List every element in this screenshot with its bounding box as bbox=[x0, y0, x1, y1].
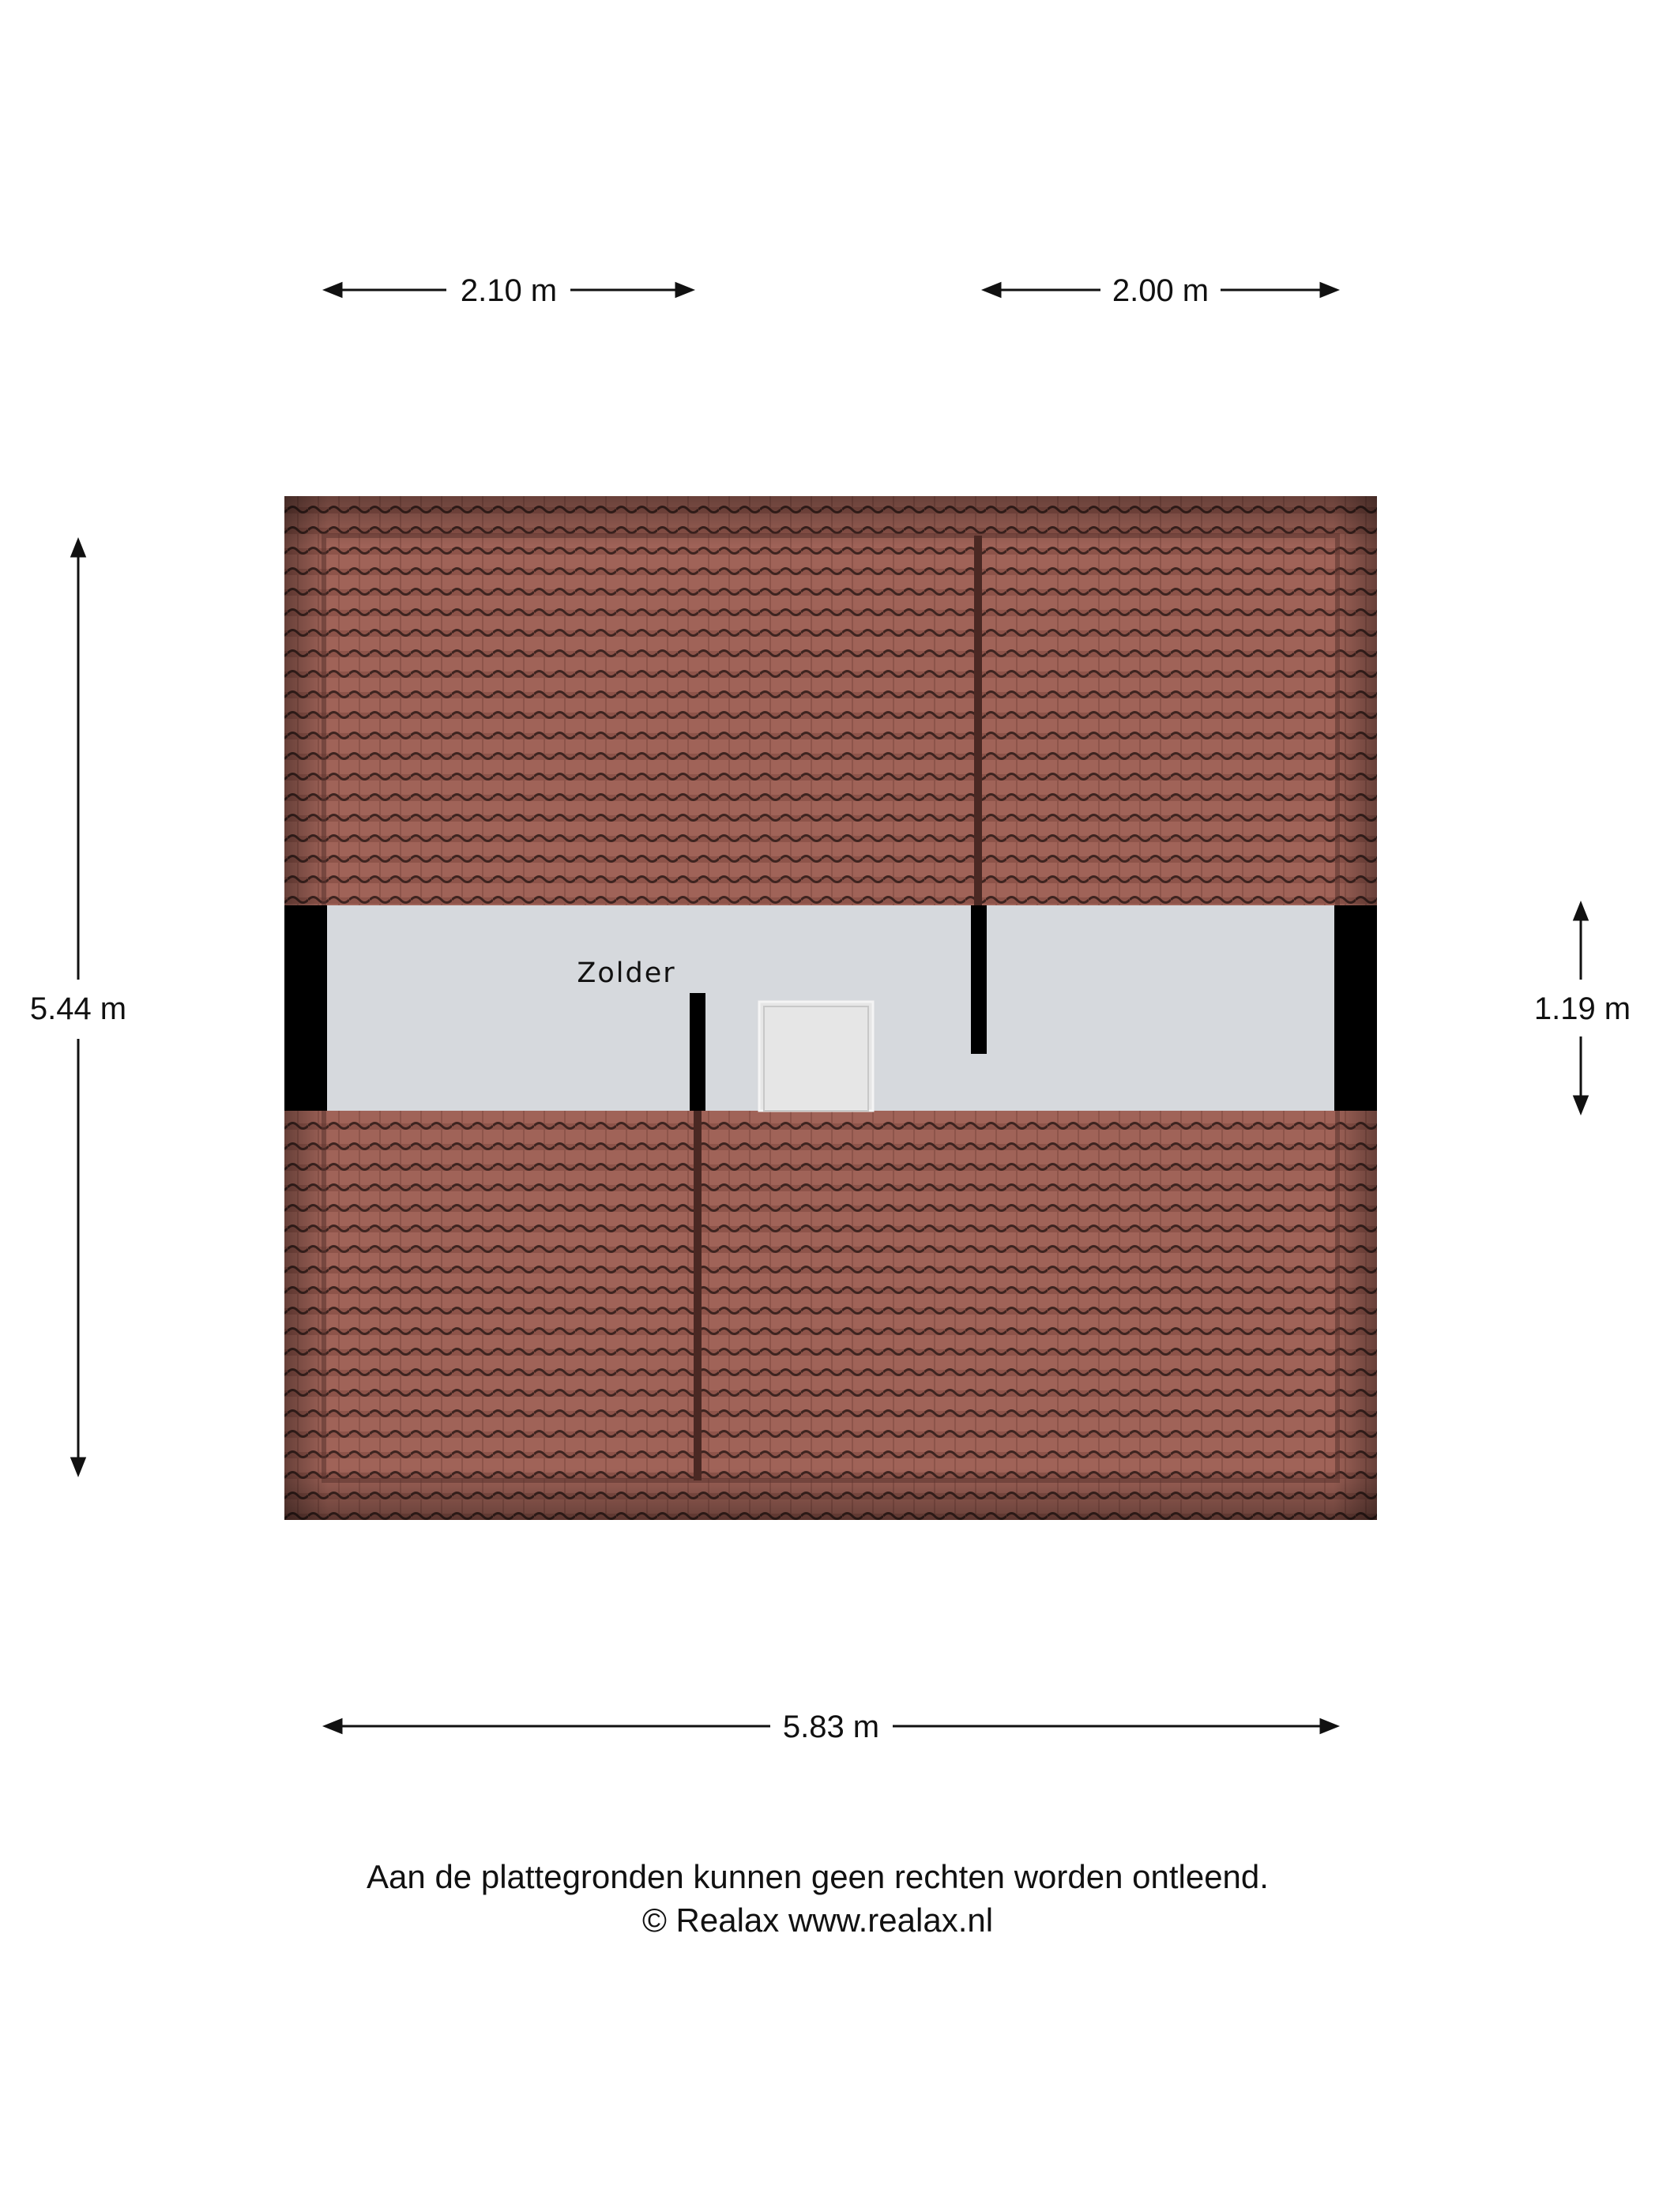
wall-right bbox=[1334, 905, 1377, 1111]
footer bbox=[0, 1855, 1635, 1942]
wall-upper-partition bbox=[971, 905, 987, 1054]
attic-hatch bbox=[759, 1002, 873, 1111]
dimension-top-left-label: 2.10 m bbox=[460, 273, 558, 308]
dimension-right-label: 1.19 m bbox=[1533, 991, 1631, 1026]
attic-floor bbox=[284, 905, 1377, 1111]
dimension-top-right-label: 2.00 m bbox=[1112, 273, 1209, 308]
wall-left bbox=[284, 905, 327, 1111]
room-label-zolder: Zolder bbox=[577, 957, 676, 989]
dimension-bottom-label: 5.83 m bbox=[782, 1710, 880, 1744]
dimension-left-label: 5.44 m bbox=[29, 991, 127, 1026]
copyright-text: © Realax www.realax.nl bbox=[641, 1902, 994, 1939]
wall-lower-partition bbox=[690, 993, 705, 1111]
disclaimer-text: Aan de plattegronden kunnen geen rechten worden ontleend. bbox=[367, 1858, 1269, 1895]
